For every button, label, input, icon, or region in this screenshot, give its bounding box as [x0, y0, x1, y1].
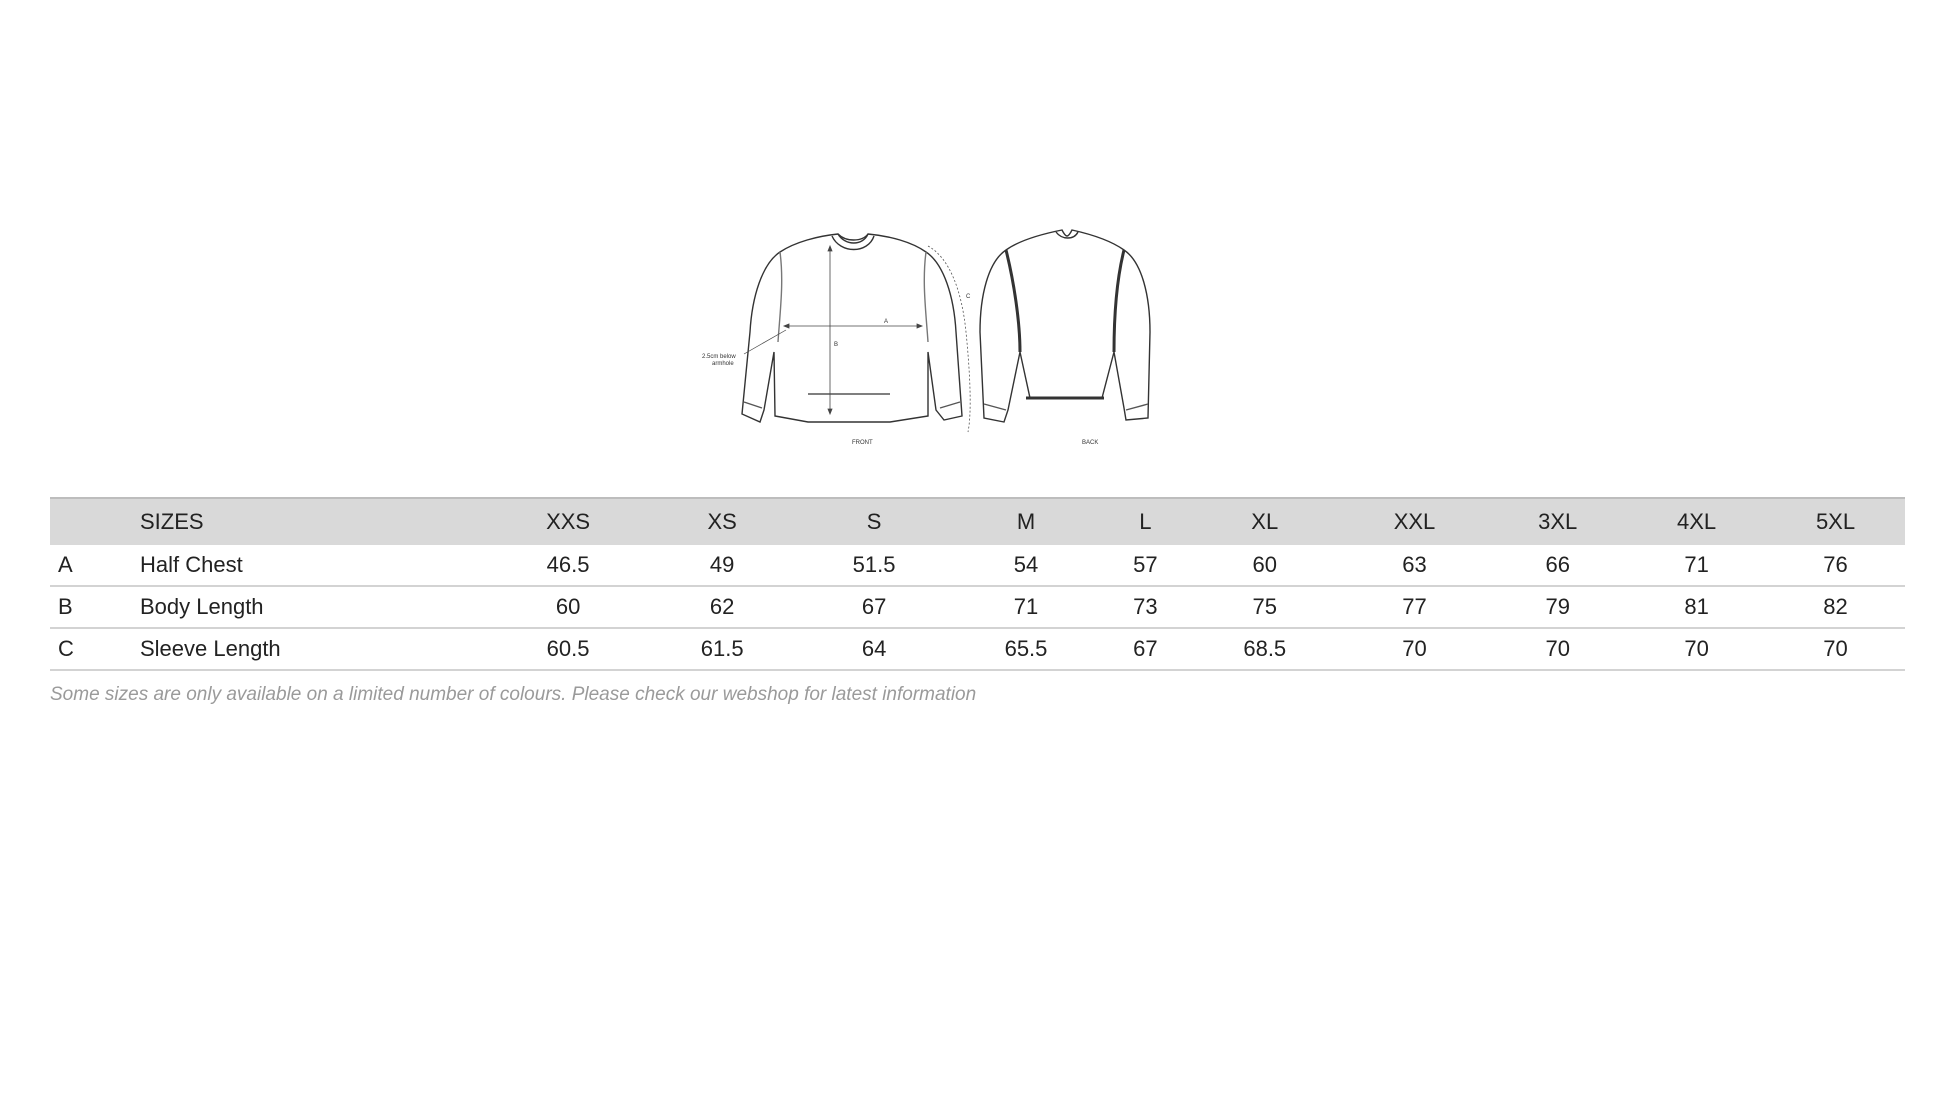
row-name: Half Chest [140, 545, 490, 586]
table-cell: 79 [1488, 586, 1627, 628]
table-row-sleeve-length [50, 628, 1905, 670]
front-label: FRONT [852, 440, 873, 446]
table-cell: 70 [1627, 628, 1766, 670]
table-cell: 49 [646, 545, 798, 586]
size-header-row [50, 498, 1905, 545]
table-cell: 81 [1627, 586, 1766, 628]
row-name: Sleeve Length [140, 628, 490, 670]
table-cell: 73 [1102, 586, 1189, 628]
table-cell: 54 [950, 545, 1102, 586]
row-key: A [50, 545, 140, 586]
table-cell: 65.5 [950, 628, 1102, 670]
table-cell: 67 [1102, 628, 1189, 670]
table-cell: 60 [1189, 545, 1341, 586]
sweatshirt-illustration [700, 222, 1210, 458]
size-header-xxs: XXS [490, 498, 646, 545]
back-label: BACK [1082, 440, 1099, 446]
back-sweatshirt [980, 230, 1150, 422]
table-row-half-chest [50, 545, 1905, 586]
size-header-4xl: 4XL [1627, 498, 1766, 545]
measure-a-line [784, 324, 922, 328]
table-cell: 71 [950, 586, 1102, 628]
table-cell: 61.5 [646, 628, 798, 670]
sweatshirt-diagram [700, 222, 1210, 458]
measure-c-line [928, 246, 970, 432]
table-cell: 82 [1766, 586, 1905, 628]
size-header-l: L [1102, 498, 1189, 545]
table-cell: 70 [1488, 628, 1627, 670]
size-chart-table [50, 497, 1905, 671]
table-cell: 64 [798, 628, 950, 670]
table-cell: 71 [1627, 545, 1766, 586]
table-cell: 76 [1766, 545, 1905, 586]
size-header-xxl: XXL [1341, 498, 1489, 545]
table-cell: 66 [1488, 545, 1627, 586]
header-key-cell [50, 498, 140, 545]
row-name: Body Length [140, 586, 490, 628]
size-header-3xl: 3XL [1488, 498, 1627, 545]
table-row-body-length [50, 586, 1905, 628]
row-key: B [50, 586, 140, 628]
table-cell: 70 [1341, 628, 1489, 670]
table-cell: 51.5 [798, 545, 950, 586]
table-cell: 77 [1341, 586, 1489, 628]
table-cell: 62 [646, 586, 798, 628]
size-header-xl: XL [1189, 498, 1341, 545]
table-cell: 60 [490, 586, 646, 628]
size-header-m: M [950, 498, 1102, 545]
size-header-5xl: 5XL [1766, 498, 1905, 545]
table-cell: 68.5 [1189, 628, 1341, 670]
measure-b-label: B [834, 342, 839, 348]
availability-note: Some sizes are only available on a limited number of colours. Please check our webshop for latest information [50, 684, 977, 705]
front-sweatshirt [742, 234, 962, 422]
row-key: C [50, 628, 140, 670]
table-cell: 60.5 [490, 628, 646, 670]
table-cell: 63 [1341, 545, 1489, 586]
table-cell: 67 [798, 586, 950, 628]
size-header-s: S [798, 498, 950, 545]
table-cell: 75 [1189, 586, 1341, 628]
armhole-note-line1: 2.5cm below [702, 354, 736, 360]
measure-c-label: C [966, 294, 971, 300]
table-cell: 46.5 [490, 545, 646, 586]
size-header-xs: XS [646, 498, 798, 545]
sizes-header: SIZES [140, 498, 490, 545]
measure-a-label: A [884, 319, 889, 325]
armhole-note-line2: armhole [712, 361, 734, 367]
table-cell: 57 [1102, 545, 1189, 586]
measure-b-line [828, 246, 832, 414]
table-cell: 70 [1766, 628, 1905, 670]
